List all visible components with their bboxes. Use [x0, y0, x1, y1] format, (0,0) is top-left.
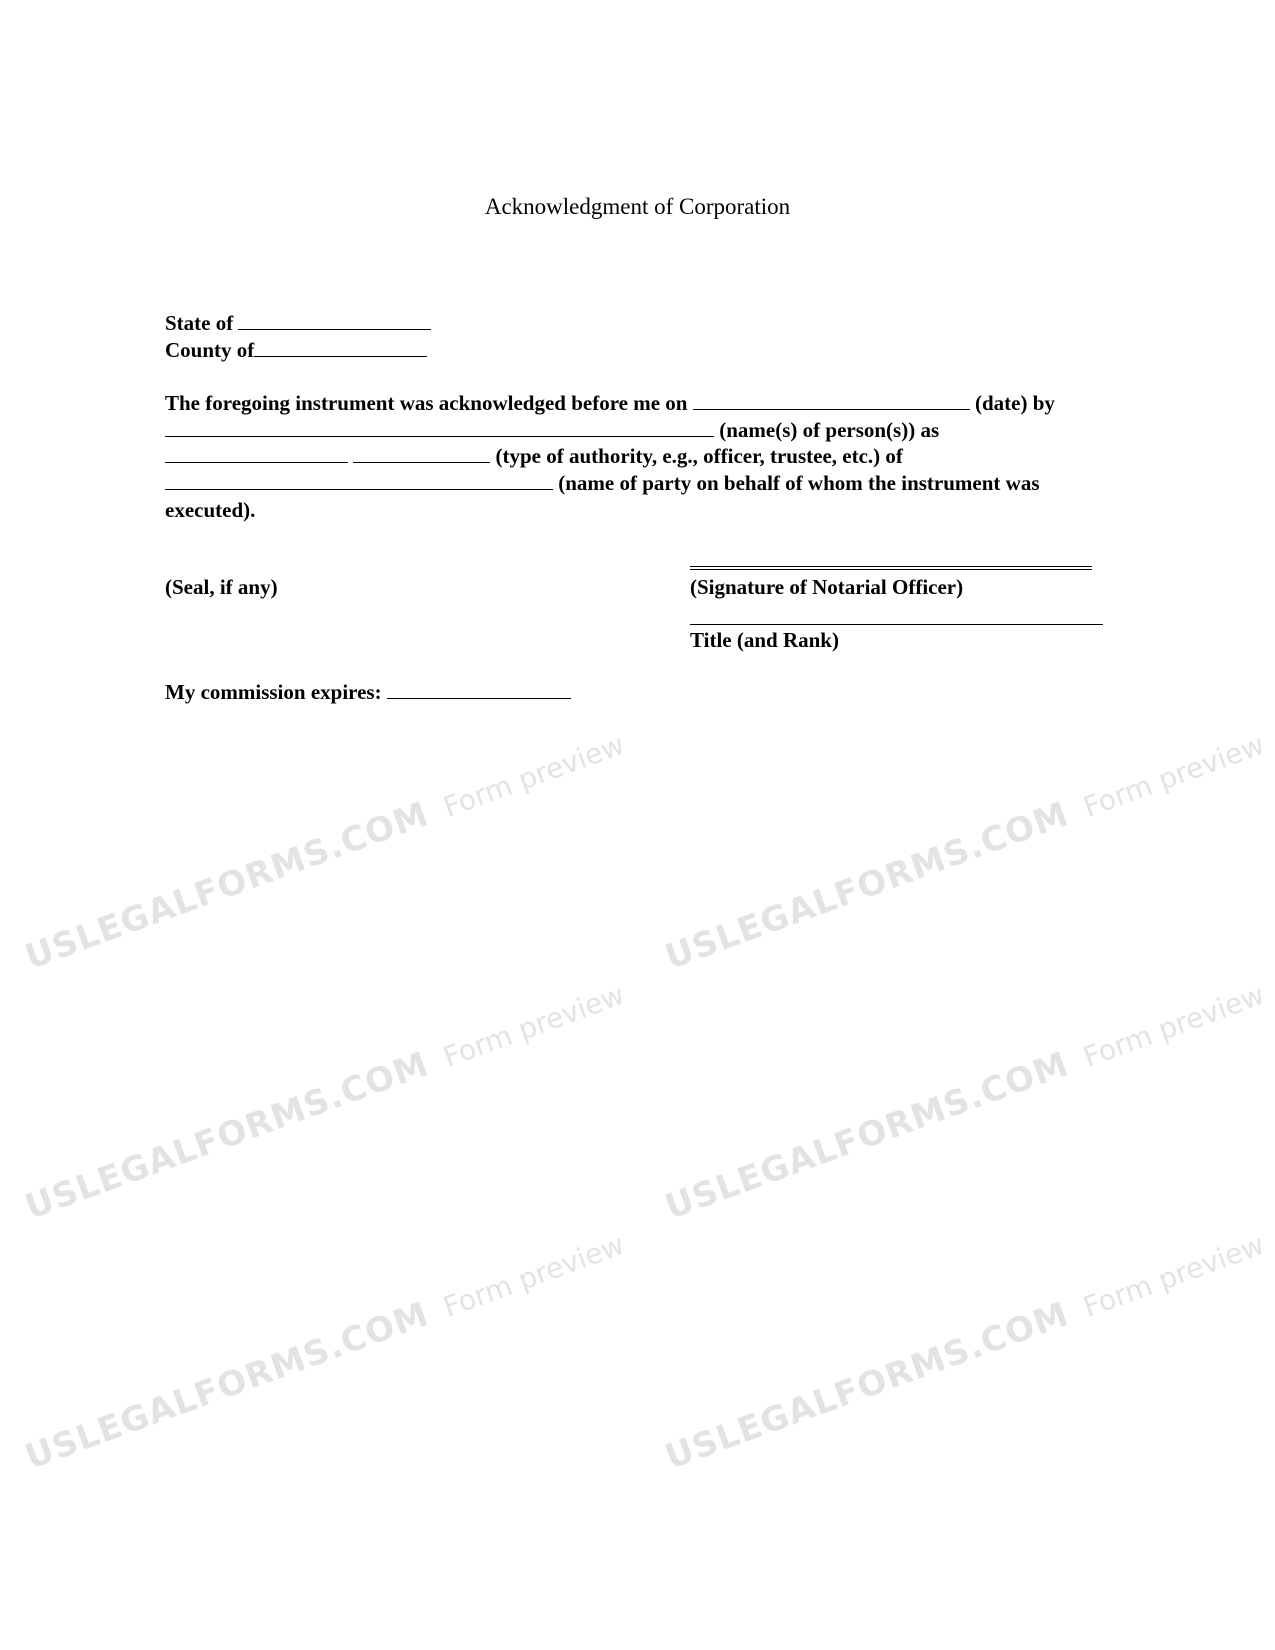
commission-line	[165, 679, 571, 705]
watermark: USLEGALFORMS.COMForm preview	[660, 1227, 1269, 1478]
person-names-blank[interactable]	[165, 418, 714, 437]
seal-label: (Seal, if any)	[165, 575, 278, 599]
watermark: USLEGALFORMS.COMForm preview	[660, 727, 1269, 978]
watermark: USLEGALFORMS.COMForm preview	[20, 977, 629, 1228]
paragraph-line-5: executed).	[165, 498, 256, 522]
document-title: Acknowledgment of Corporation	[484, 194, 791, 219]
state-blank[interactable]	[238, 311, 431, 330]
watermark: USLEGALFORMS.COMForm preview	[20, 727, 629, 978]
authority-label: (type of authority, e.g., officer, trustee, etc.) of	[495, 444, 903, 468]
commission-blank[interactable]	[387, 680, 571, 699]
authority-blank-1[interactable]	[165, 444, 348, 463]
commission-label: My commission expires:	[165, 680, 382, 704]
county-label: County of	[165, 338, 255, 362]
title-rank-label: Title (and Rank)	[690, 628, 839, 652]
county-blank[interactable]	[254, 338, 427, 357]
title-rank-line[interactable]	[690, 624, 1103, 625]
signature-line[interactable]	[690, 566, 1092, 570]
signature-label: (Signature of Notarial Officer)	[690, 575, 964, 599]
paragraph-line-4	[165, 470, 1040, 496]
state-label: State of	[165, 311, 234, 335]
watermark: USLEGALFORMS.COMForm preview	[20, 1227, 629, 1478]
county-line	[165, 337, 427, 363]
person-names-label: (name(s) of person(s)) as	[719, 418, 940, 442]
watermark: USLEGALFORMS.COMForm preview	[660, 977, 1269, 1228]
paragraph-line-3	[165, 443, 903, 469]
party-name-label: (name of party on behalf of whom the instrument was	[558, 471, 1040, 495]
state-line	[165, 310, 431, 336]
paragraph-line-1	[165, 390, 1055, 416]
authority-blank-2[interactable]	[353, 444, 490, 463]
date-blank[interactable]	[693, 391, 970, 410]
party-name-blank[interactable]	[165, 471, 553, 490]
date-label: (date) by	[974, 391, 1055, 415]
paragraph-line-2	[165, 417, 939, 443]
paragraph-text: The foregoing instrument was acknowledged before me on	[165, 391, 688, 415]
